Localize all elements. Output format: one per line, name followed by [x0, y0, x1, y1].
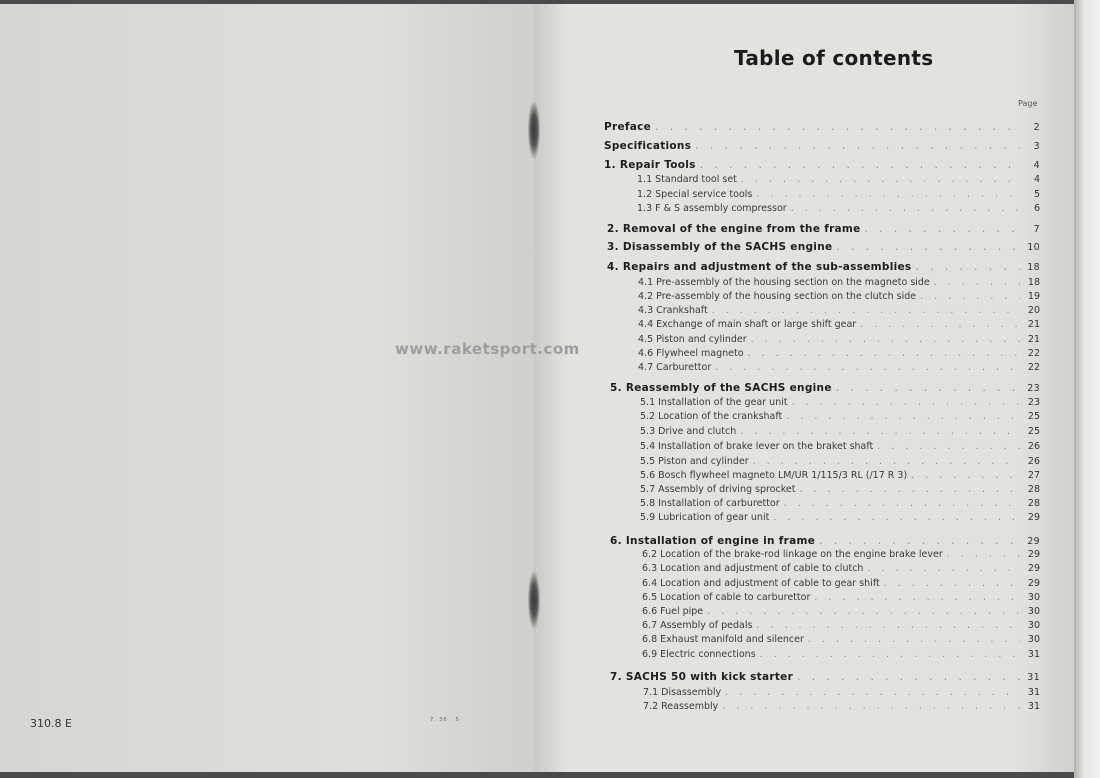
dot-leader [700, 159, 1020, 171]
toc-entry-label: 5.4 Installation of brake lever on the braket shaft [640, 441, 874, 452]
toc-entry-label: 5.6 Bosch flywheel magneto LM/UR 1/115/3 RL (/17 R 3) [640, 470, 908, 481]
dot-leader [797, 671, 1020, 683]
toc-section-entry [604, 121, 1040, 133]
dot-leader [722, 701, 1020, 712]
toc-entry-label: 4.6 Flywheel magneto [638, 348, 744, 359]
toc-subsection-entry [642, 649, 1040, 660]
toc-entry-label: 4.4 Exchange of main shaft or large shift gear [638, 319, 857, 330]
dot-leader [934, 277, 1020, 288]
toc-entry-label: 4.2 Pre-assembly of the housing section on the clutch side [638, 291, 917, 302]
toc-entry-label: 3. Disassembly of the SACHS engine [607, 241, 833, 253]
toc-subsection-entry [637, 203, 1040, 214]
toc-subsection-entry [640, 411, 1040, 422]
toc-entry-label: 5. Reassembly of the SACHS engine [610, 382, 832, 394]
toc-entry-page-number: 4 [1033, 160, 1040, 171]
toc-subsection-entry [638, 319, 1040, 330]
page-edge [1074, 0, 1100, 778]
toc-entry-page-number: 26 [1027, 456, 1040, 467]
toc-section-entry [610, 535, 1040, 547]
dot-leader [707, 606, 1020, 617]
dot-leader [715, 362, 1020, 373]
toc-entry-page-number: 3 [1033, 141, 1040, 152]
toc-entry-page-number: 29 [1027, 563, 1040, 574]
toc-entry-page-number: 29 [1027, 578, 1040, 589]
toc-subsection-entry [642, 549, 1040, 560]
toc-entry-page-number: 26 [1027, 441, 1040, 452]
toc-entry-page-number: 5 [1033, 189, 1040, 200]
dot-leader [947, 549, 1020, 560]
toc-entry-label: 7. SACHS 50 with kick starter [610, 671, 794, 683]
dot-leader [814, 592, 1020, 603]
dot-leader [799, 484, 1020, 495]
dot-leader [877, 441, 1020, 452]
toc-entry-page-number: 28 [1027, 484, 1040, 495]
toc-entry-label: 6. Installation of engine in frame [610, 535, 816, 547]
toc-entry-page-number: 30 [1027, 592, 1040, 603]
toc-entry-label: 5.9 Lubrication of gear unit [640, 512, 770, 523]
toc-entry-label: 5.2 Location of the crankshaft [640, 411, 783, 422]
toc-entry-page-number: 22 [1027, 362, 1040, 373]
toc-entry-label: 6.5 Location of cable to carburettor [642, 592, 811, 603]
dot-leader [725, 687, 1020, 698]
toc-subsection-entry [640, 441, 1040, 452]
dot-leader [920, 291, 1020, 302]
dot-leader [791, 203, 1020, 214]
toc-entry-label: 1. Repair Tools [604, 159, 696, 171]
toc-subsection-entry [643, 687, 1040, 698]
toc-entry-page-number: 2 [1033, 122, 1040, 133]
staple-icon [528, 572, 540, 628]
toc-entry-page-number: 30 [1027, 620, 1040, 631]
toc-entry-page-number: 23 [1027, 397, 1040, 408]
toc-entry-page-number: 25 [1027, 426, 1040, 437]
toc-section-entry [607, 241, 1040, 253]
document-number: 310.8 E [30, 717, 72, 730]
toc-subsection-entry [640, 426, 1040, 437]
dot-leader [860, 319, 1020, 330]
toc-entry-label: Preface [604, 121, 652, 133]
toc-entry-label: 6.2 Location of the brake-rod linkage on the engine brake lever [642, 549, 943, 560]
page-column-header: Page [1018, 99, 1038, 108]
toc-entry-page-number: 6 [1033, 203, 1040, 214]
toc-entry-label: 2. Removal of the engine from the frame [607, 223, 861, 235]
toc-entry-label: 1.2 Special service tools [637, 189, 753, 200]
toc-subsection-entry [642, 592, 1040, 603]
dot-leader [712, 305, 1020, 316]
toc-section-entry [604, 140, 1040, 152]
toc-entry-page-number: 31 [1027, 649, 1040, 660]
toc-subsection-entry [638, 277, 1040, 288]
toc-entry-page-number: 22 [1027, 348, 1040, 359]
toc-entry-page-number: 10 [1027, 242, 1040, 253]
toc-entry-label: 6.3 Location and adjustment of cable to clutch [642, 563, 864, 574]
toc-entry-page-number: 31 [1027, 672, 1040, 683]
toc-entry-label: 4.5 Piston and cylinder [638, 334, 747, 345]
toc-entry-label: 6.7 Assembly of pedals [642, 620, 753, 631]
toc-entry-page-number: 28 [1027, 498, 1040, 509]
toc-entry-page-number: 29 [1027, 549, 1040, 560]
toc-subsection-entry [642, 578, 1040, 589]
toc-entry-page-number: 30 [1027, 634, 1040, 645]
toc-section-entry [604, 159, 1040, 171]
toc-subsection-entry [643, 701, 1040, 712]
dot-leader [760, 649, 1020, 660]
dot-leader [867, 563, 1020, 574]
dot-leader [784, 498, 1020, 509]
dot-leader [741, 174, 1020, 185]
toc-subsection-entry [640, 470, 1040, 481]
toc-entry-page-number: 19 [1027, 291, 1040, 302]
toc-subsection-entry [640, 456, 1040, 467]
toc-section-entry [610, 671, 1040, 683]
print-code: 7. 36 . 5 [430, 717, 460, 723]
toc-entry-label: 4.3 Crankshaft [638, 305, 708, 316]
toc-entry-page-number: 21 [1027, 334, 1040, 345]
dot-leader [753, 456, 1020, 467]
toc-entry-page-number: 31 [1027, 701, 1040, 712]
toc-entry-label: 6.4 Location and adjustment of cable to gear shift [642, 578, 880, 589]
dot-leader [808, 634, 1020, 645]
toc-entry-page-number: 21 [1027, 319, 1040, 330]
toc-entry-page-number: 31 [1027, 687, 1040, 698]
toc-entry-label: 4. Repairs and adjustment of the sub-assemblies [607, 261, 912, 273]
toc-subsection-entry [640, 484, 1040, 495]
dot-leader [748, 348, 1020, 359]
toc-subsection-entry [638, 334, 1040, 345]
dot-leader [819, 535, 1020, 547]
toc-entry-label: 6.9 Electric connections [642, 649, 756, 660]
toc-entry-label: 1.3 F & S assembly compressor [637, 203, 787, 214]
toc-section-entry [607, 223, 1040, 235]
dot-leader [884, 578, 1020, 589]
toc-entry-label: Specifications [604, 140, 692, 152]
toc-subsection-entry [638, 305, 1040, 316]
toc-entry-page-number: 20 [1027, 305, 1040, 316]
dot-leader [740, 426, 1020, 437]
left-page [0, 4, 534, 772]
toc-subsection-entry [642, 620, 1040, 631]
toc-subsection-entry [638, 348, 1040, 359]
watermark: www.raketsport.com [395, 340, 580, 358]
toc-entry-page-number: 7 [1033, 224, 1040, 235]
toc-section-entry [610, 382, 1040, 394]
dot-leader [751, 334, 1020, 345]
toc-entry-page-number: 18 [1027, 277, 1040, 288]
toc-entry-page-number: 25 [1027, 411, 1040, 422]
toc-subsection-entry [640, 397, 1040, 408]
toc-title: Table of contents [734, 46, 934, 70]
dot-leader [756, 620, 1020, 631]
toc-entry-label: 5.5 Piston and cylinder [640, 456, 749, 467]
toc-subsection-entry [642, 606, 1040, 617]
toc-entry-label: 6.8 Exhaust manifold and silencer [642, 634, 804, 645]
toc-entry-label: 4.7 Carburettor [638, 362, 712, 373]
toc-subsection-entry [640, 498, 1040, 509]
toc-entry-label: 4.1 Pre-assembly of the housing section on the magneto side [638, 277, 930, 288]
toc-entry-page-number: 30 [1027, 606, 1040, 617]
toc-entry-label: 5.3 Drive and clutch [640, 426, 737, 437]
toc-subsection-entry [637, 174, 1040, 185]
toc-subsection-entry [642, 563, 1040, 574]
toc-entry-label: 5.7 Assembly of driving sprocket [640, 484, 796, 495]
toc-entry-label: 1.1 Standard tool set [637, 174, 737, 185]
dot-leader [911, 470, 1020, 481]
dot-leader [865, 223, 1020, 235]
toc-entry-page-number: 27 [1027, 470, 1040, 481]
dot-leader [773, 512, 1020, 523]
toc-entry-label: 6.6 Fuel pipe [642, 606, 704, 617]
toc-entry-page-number: 29 [1027, 536, 1040, 547]
staple-icon [528, 102, 540, 158]
toc-subsection-entry [642, 634, 1040, 645]
toc-entry-label: 7.1 Disassembly [643, 687, 722, 698]
toc-subsection-entry [638, 362, 1040, 373]
toc-entry-page-number: 18 [1027, 262, 1040, 273]
toc-entry-page-number: 23 [1027, 383, 1040, 394]
dot-leader [836, 382, 1020, 394]
toc-section-entry [607, 261, 1040, 273]
dot-leader [756, 189, 1020, 200]
toc-entry-page-number: 29 [1027, 512, 1040, 523]
toc-subsection-entry [638, 291, 1040, 302]
toc-entry-label: 7.2 Reassembly [643, 701, 719, 712]
dot-leader [786, 411, 1020, 422]
dot-leader [915, 261, 1020, 273]
toc-entry-label: 5.1 Installation of the gear unit [640, 397, 788, 408]
toc-subsection-entry [637, 189, 1040, 200]
toc-subsection-entry [640, 512, 1040, 523]
dot-leader [655, 121, 1020, 133]
dot-leader [695, 140, 1020, 152]
dot-leader [836, 241, 1020, 253]
toc-entry-page-number: 4 [1033, 174, 1040, 185]
dot-leader [792, 397, 1020, 408]
toc-entry-label: 5.8 Installation of carburettor [640, 498, 780, 509]
